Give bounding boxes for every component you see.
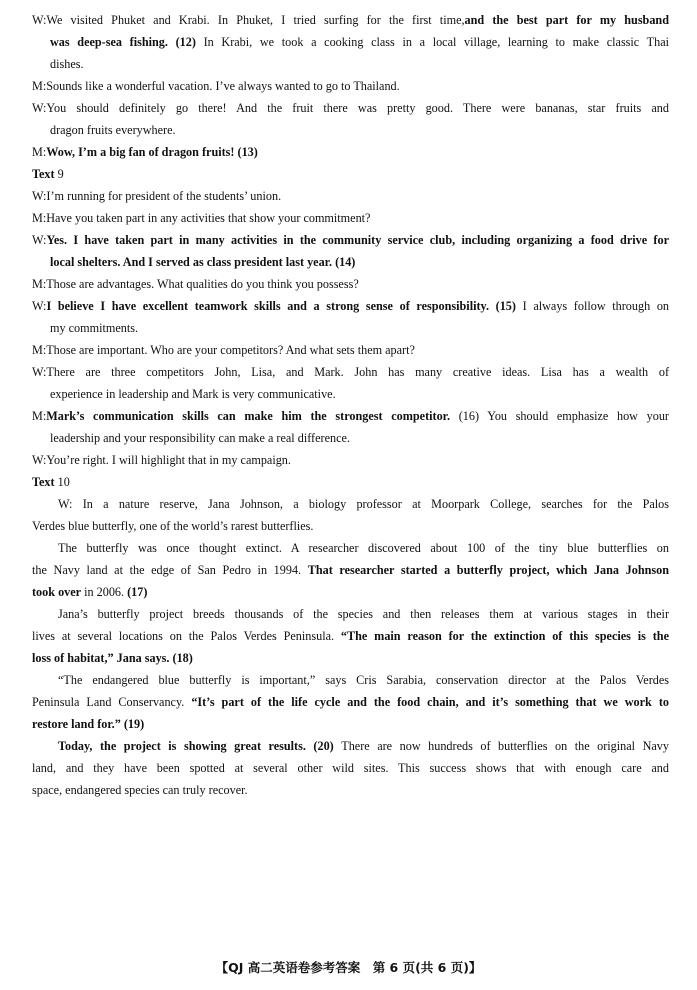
text-line bbox=[32, 361, 669, 383]
text-line bbox=[32, 515, 669, 537]
text-segment: my commitments. bbox=[50, 321, 139, 335]
bold-text-segment: (19) bbox=[120, 717, 145, 731]
text-line bbox=[32, 9, 669, 31]
text-segment: W:I’m running for president of the students’ union. bbox=[32, 189, 282, 203]
bold-text-segment: Yes. I have taken part in many activities in the community service club, including organizing a food drive for bbox=[46, 233, 669, 247]
text-line bbox=[32, 97, 669, 119]
text-line bbox=[32, 625, 669, 647]
text-segment: M: bbox=[32, 409, 47, 423]
text-line bbox=[32, 471, 669, 493]
text-line bbox=[32, 647, 669, 669]
text-line bbox=[32, 317, 669, 339]
text-segment: the Navy land at the edge of San Pedro in 1994. bbox=[32, 563, 308, 577]
text-line bbox=[32, 75, 669, 97]
text-segment: The butterfly was once thought extinct. A researcher discovered about 100 of the tiny blue butterflies on bbox=[58, 541, 669, 555]
text-line bbox=[32, 427, 669, 449]
text-segment: “The endangered blue butterfly is important,” says Cris Sarabia, conservation director at the Palos Verdes bbox=[58, 673, 669, 687]
text-segment: 10 bbox=[54, 475, 70, 489]
text-segment: W:You’re right. I will highlight that in my campaign. bbox=[32, 453, 291, 467]
text-segment: There are now hundreds of butterflies on the original Navy bbox=[341, 739, 669, 753]
text-line bbox=[32, 581, 669, 603]
text-line bbox=[32, 691, 669, 713]
bold-text-segment: and the best part for my husband bbox=[464, 13, 669, 27]
text-segment: (16) You should emphasize how your bbox=[450, 409, 669, 423]
text-line bbox=[32, 207, 669, 229]
text-segment: M:Those are advantages. What qualities do you think you possess? bbox=[32, 277, 359, 291]
text-segment: M:Have you taken part in any activities that show your commitment? bbox=[32, 211, 371, 225]
bold-text-segment: (18) bbox=[169, 651, 193, 665]
text-segment: In Krabi, we took a cooking class in a local village, learning to make classic Thai bbox=[203, 35, 670, 49]
text-segment: W: bbox=[32, 299, 47, 313]
text-segment: experience in leadership and Mark is very communicative. bbox=[50, 387, 336, 401]
bold-text-segment: I believe I have excellent teamwork skills and a strong sense of responsibility. bbox=[46, 299, 489, 313]
text-segment: Jana’s butterfly project breeds thousands of the species and then releases them at various stages in their bbox=[58, 607, 669, 621]
text-line bbox=[32, 669, 669, 691]
bold-text-segment: restore land for.” bbox=[32, 717, 121, 731]
text-line bbox=[32, 141, 669, 163]
bold-text-segment: (20) bbox=[305, 739, 342, 753]
text-segment: dragon fruits everywhere. bbox=[50, 123, 176, 137]
text-segment: M:Sounds like a wonderful vacation. I’ve always wanted to go to Thailand. bbox=[32, 79, 400, 93]
text-segment: Peninsula Land Conservancy. bbox=[32, 695, 192, 709]
text-line bbox=[32, 603, 669, 625]
bold-text-segment: (13) bbox=[234, 145, 258, 159]
bold-text-segment: Text bbox=[32, 167, 55, 181]
text-line bbox=[32, 229, 669, 251]
text-segment: W: In a nature reserve, Jana Johnson, a biology professor at Moorpark College, searches for the Palos bbox=[58, 497, 669, 511]
text-segment: leadership and your responsibility can make a real difference. bbox=[50, 431, 350, 445]
text-segment: M:Those are important. Who are your competitors? And what sets them apart? bbox=[32, 343, 415, 357]
bold-text-segment: was deep-sea fishing. bbox=[50, 35, 168, 49]
bold-text-segment: local shelters. And I served as class president last year. bbox=[50, 255, 333, 269]
text-segment: W:There are three competitors John, Lisa, and Mark. John has many creative ideas. Lisa has a wealth of bbox=[32, 365, 669, 379]
bold-text-segment: loss of habitat,” Jana says. bbox=[32, 651, 170, 665]
text-line bbox=[32, 405, 669, 427]
text-segment: W: bbox=[32, 233, 47, 247]
text-line bbox=[32, 163, 669, 185]
text-line bbox=[32, 779, 669, 801]
answer-page-body bbox=[32, 9, 669, 801]
text-line bbox=[32, 185, 669, 207]
text-line bbox=[32, 339, 669, 361]
bold-text-segment: Text bbox=[32, 475, 55, 489]
bold-text-segment: Today, the project is showing great results. bbox=[58, 739, 306, 753]
bold-text-segment: That researcher started a butterfly project, which Jana Johnson bbox=[307, 563, 669, 577]
text-line bbox=[32, 295, 669, 317]
text-segment: I always follow through on bbox=[522, 299, 670, 313]
bold-text-segment: “The main reason for the extinction of this species is the bbox=[340, 629, 669, 643]
bold-text-segment: (12) bbox=[167, 35, 204, 49]
text-segment: W:We visited Phuket and Krabi. In Phuket, I tried surfing for the first time, bbox=[32, 13, 465, 27]
text-line bbox=[32, 273, 669, 295]
text-segment: lives at several locations on the Palos Verdes Peninsula. bbox=[32, 629, 341, 643]
text-segment: land, and they have been spotted at several other wild sites. This success shows that with enough care and bbox=[32, 761, 669, 775]
text-line bbox=[32, 449, 669, 471]
text-segment: space, endangered species can truly recover. bbox=[32, 783, 248, 797]
bold-text-segment: (15) bbox=[489, 299, 523, 313]
bold-text-segment: (14) bbox=[332, 255, 356, 269]
text-segment: 9 bbox=[54, 167, 64, 181]
text-line bbox=[32, 559, 669, 581]
text-segment: dishes. bbox=[50, 57, 84, 71]
page-footer: 【QJ 高二英语卷参考答案 第 6 页(共 6 页)】 bbox=[215, 960, 482, 975]
bold-text-segment: (17) bbox=[127, 585, 148, 599]
text-line bbox=[32, 119, 669, 141]
text-line bbox=[32, 383, 669, 405]
text-line bbox=[32, 713, 669, 735]
text-segment: W:You should definitely go there! And the fruit there was pretty good. There were bananas, star fruits and bbox=[32, 101, 669, 115]
text-line bbox=[32, 537, 669, 559]
bold-text-segment: Wow, I’m a big fan of dragon fruits! bbox=[46, 145, 235, 159]
text-line bbox=[32, 493, 669, 515]
text-line bbox=[32, 31, 669, 53]
text-segment: in 2006. bbox=[81, 585, 128, 599]
text-line bbox=[32, 53, 669, 75]
text-segment: M: bbox=[32, 145, 47, 159]
bold-text-segment: took over bbox=[32, 585, 82, 599]
text-line bbox=[32, 757, 669, 779]
text-segment: Verdes blue butterfly, one of the world’s rarest butterflies. bbox=[32, 519, 314, 533]
bold-text-segment: “It’s part of the life cycle and the food chain, and it’s something that we work to bbox=[191, 695, 669, 709]
text-line bbox=[32, 251, 669, 273]
bold-text-segment: Mark’s communication skills can make him the strongest competitor. bbox=[46, 409, 451, 423]
text-line bbox=[32, 735, 669, 757]
